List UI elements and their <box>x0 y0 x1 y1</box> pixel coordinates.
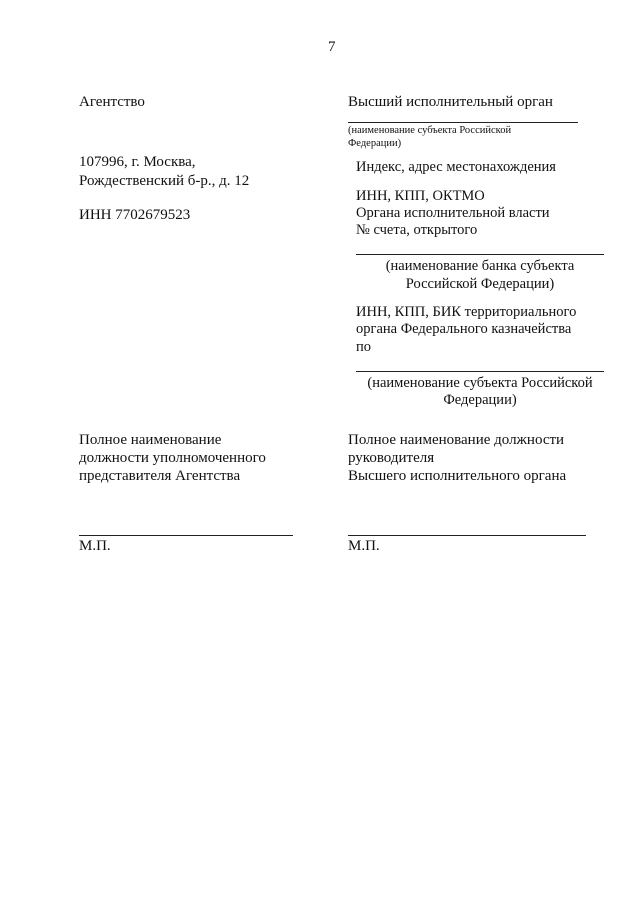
authority-label: Органа исполнительной власти <box>356 205 550 221</box>
treasury-line2: органа Федерального казначейства <box>356 321 572 337</box>
bank-caption-line2: Российской Федерации) <box>405 276 555 292</box>
agency-position-line1: Полное наименование <box>79 432 222 448</box>
inn-kpp-oktmo-label: ИНН, КПП, ОКТМО <box>356 188 485 204</box>
subject2-caption-line1: (наименование субъекта Российской <box>367 375 593 391</box>
agency-address-line2: Рождественский б-р., д. 12 <box>79 173 250 189</box>
account-label: № счета, открытого <box>356 222 478 238</box>
executive-body-title: Высший исполнительный орган <box>348 94 553 110</box>
agency-position-line2: должности уполномоченного <box>79 450 266 466</box>
head-position-line3: Высшего исполнительного органа <box>348 468 567 484</box>
agency-inn: ИНН 7702679523 <box>79 207 191 223</box>
bank-caption-line1: (наименование банка субъекта <box>385 258 575 274</box>
treasury-line3: по <box>356 339 372 355</box>
subject2-name-line <box>356 371 604 372</box>
head-stamp-label: М.П. <box>348 538 380 554</box>
head-position-line2: руководителя <box>348 450 435 466</box>
head-position-line1: Полное наименование должности <box>348 432 565 448</box>
bank-name-line <box>356 254 604 255</box>
page-number: 7 <box>328 39 336 55</box>
subject2-caption-line2: Федерации) <box>443 392 517 408</box>
subject-caption-line2: Федерации) <box>348 138 402 149</box>
agency-address-line1: 107996, г. Москва, <box>79 154 196 170</box>
index-address-label: Индекс, адрес местонахождения <box>356 159 556 175</box>
agency-signature-line <box>79 535 293 536</box>
treasury-line1: ИНН, КПП, БИК территориального <box>356 304 577 320</box>
agency-stamp-label: М.П. <box>79 538 111 554</box>
subject-name-line <box>348 122 578 123</box>
subject-caption-line1: (наименование субъекта Российской <box>348 125 512 136</box>
agency-position-line3: представителя Агентства <box>79 468 241 484</box>
agency-label: Агентство <box>79 94 145 110</box>
head-signature-line <box>348 535 586 536</box>
